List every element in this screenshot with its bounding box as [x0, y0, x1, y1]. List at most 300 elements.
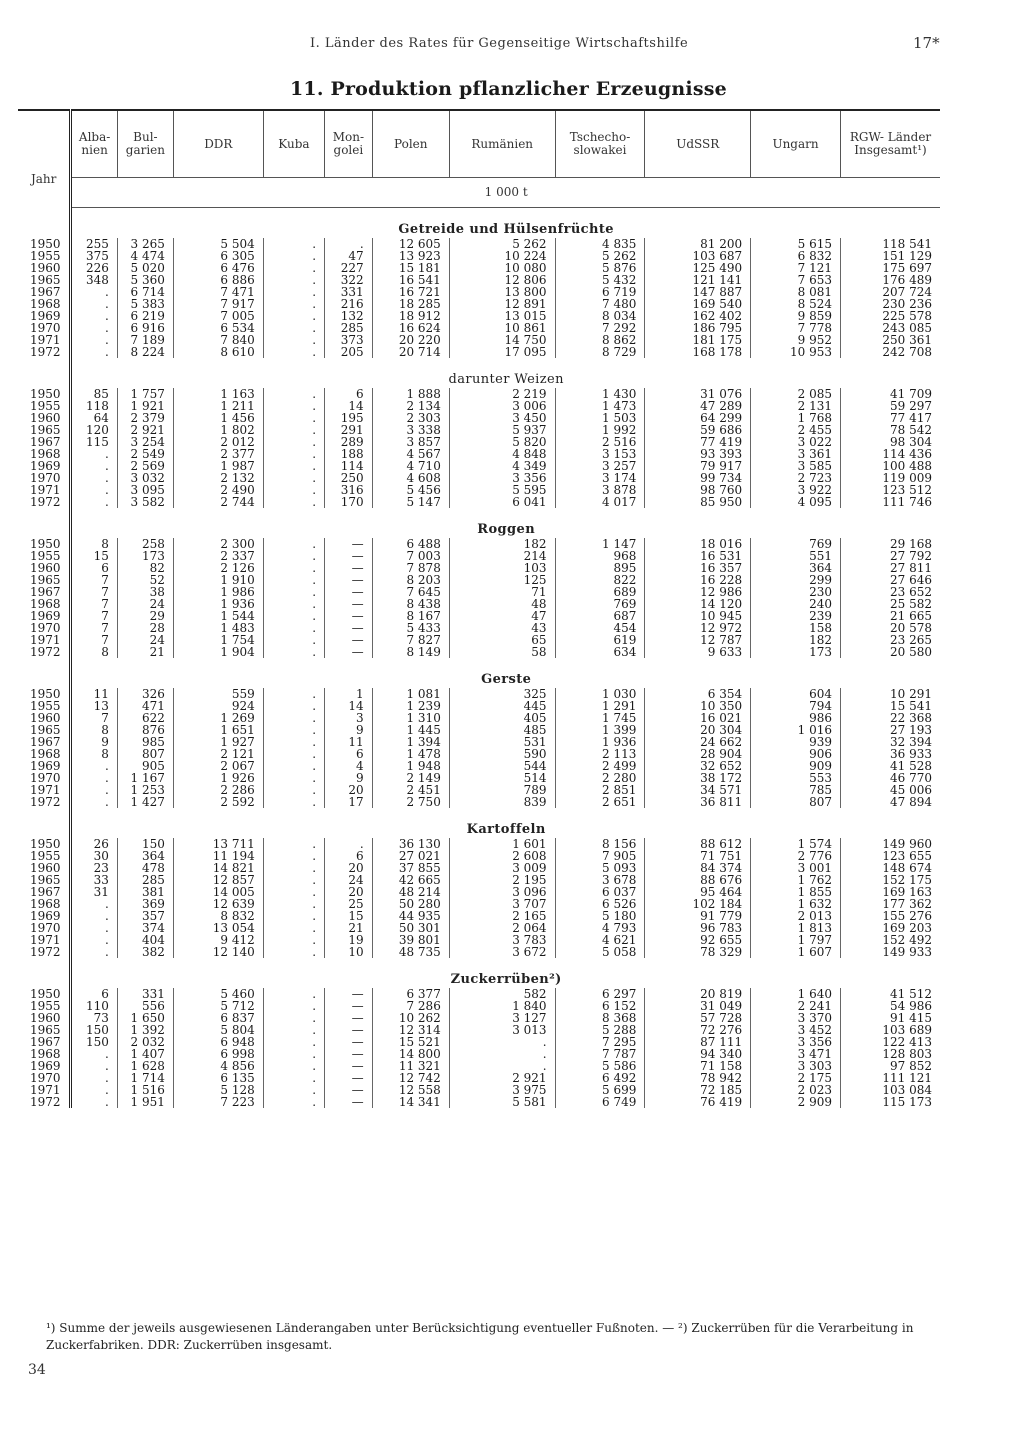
value-cell: 986: [751, 712, 841, 724]
value-cell: 225 578: [840, 310, 940, 322]
table-row: [18, 1096, 940, 1108]
value-cell: 47: [449, 610, 555, 622]
value-cell: .: [71, 784, 118, 796]
value-cell: 115: [71, 436, 118, 448]
value-cell: 47 894: [840, 796, 940, 808]
value-cell: 10 080: [449, 262, 555, 274]
value-cell: 71 158: [645, 1060, 751, 1072]
value-cell: 5 937: [449, 424, 555, 436]
value-cell: .: [263, 862, 324, 874]
col-header-ungarn: Ungarn: [751, 110, 841, 178]
value-cell: .: [325, 838, 373, 850]
value-cell: 299: [751, 574, 841, 586]
value-cell: 7: [71, 598, 118, 610]
value-cell: 20 578: [840, 622, 940, 634]
value-cell: 5 712: [173, 1000, 263, 1012]
value-cell: 1 483: [173, 622, 263, 634]
value-cell: 64: [71, 412, 118, 424]
value-cell: 72 185: [645, 1084, 751, 1096]
value-cell: 8: [71, 538, 118, 550]
value-cell: 895: [555, 562, 645, 574]
value-cell: 4 567: [372, 448, 449, 460]
value-cell: 3 153: [555, 448, 645, 460]
table-row: [18, 274, 940, 286]
value-cell: 1 016: [751, 724, 841, 736]
value-cell: 556: [117, 1000, 173, 1012]
value-cell: .: [263, 262, 324, 274]
value-cell: 7 121: [751, 262, 841, 274]
value-cell: 78 329: [645, 946, 751, 958]
value-cell: 94 340: [645, 1048, 751, 1060]
value-cell: .: [71, 472, 118, 484]
value-cell: 125 490: [645, 262, 751, 274]
section-title: Zuckerrüben²): [450, 972, 562, 987]
value-cell: 123 512: [840, 484, 940, 496]
value-cell: .: [71, 910, 118, 922]
value-cell: 15: [71, 550, 118, 562]
value-cell: 230: [751, 586, 841, 598]
value-cell: 471: [117, 700, 173, 712]
value-cell: 5 147: [372, 496, 449, 508]
value-cell: 4 793: [555, 922, 645, 934]
year-cell: 1970: [18, 1072, 71, 1084]
value-cell: 2 280: [555, 772, 645, 784]
value-cell: .: [263, 688, 324, 700]
value-cell: .: [263, 586, 324, 598]
value-cell: 1 651: [173, 724, 263, 736]
value-cell: 3 585: [751, 460, 841, 472]
table-row: [18, 862, 940, 874]
value-cell: 27 646: [840, 574, 940, 586]
value-cell: 968: [555, 550, 645, 562]
page-title: 11. Produktion pflanzlicher Erzeugnisse: [290, 78, 727, 100]
table-row: [18, 286, 940, 298]
value-cell: 24: [117, 598, 173, 610]
value-cell: 13 711: [173, 838, 263, 850]
table-row: [18, 298, 940, 310]
value-cell: 1 544: [173, 610, 263, 622]
value-cell: 98 304: [840, 436, 940, 448]
value-cell: 13 800: [449, 286, 555, 298]
value-cell: 2 165: [449, 910, 555, 922]
value-cell: 5 615: [751, 238, 841, 250]
year-cell: 1967: [18, 1036, 71, 1048]
footnote: ¹) Summe der jeweils ausgewiesenen Länderangaben unter Berücksichtigung eventueller Fußnoten. — ²) Zuckerrüben für die Verarbeitung in Zuckerfabriken. DDR: Zuckerrüben insgesamt.: [46, 1321, 914, 1352]
value-cell: 15 541: [840, 700, 940, 712]
value-cell: 41 709: [840, 388, 940, 400]
value-cell: 6 354: [645, 688, 751, 700]
value-cell: 2 175: [751, 1072, 841, 1084]
value-cell: 2 549: [117, 448, 173, 460]
year-cell: 1969: [18, 910, 71, 922]
col-header-polen: Polen: [372, 110, 449, 178]
value-cell: 214: [449, 550, 555, 562]
value-cell: 103 084: [840, 1084, 940, 1096]
value-cell: 8 167: [372, 610, 449, 622]
page-number-bottom: 34: [28, 1362, 46, 1378]
value-cell: 11 194: [173, 850, 263, 862]
value-cell: 207 724: [840, 286, 940, 298]
value-cell: 7 653: [751, 274, 841, 286]
value-cell: 5 595: [449, 484, 555, 496]
year-cell: 1972: [18, 796, 71, 808]
value-cell: 1 607: [751, 946, 841, 958]
value-cell: 123 655: [840, 850, 940, 862]
value-cell: 9 859: [751, 310, 841, 322]
value-cell: 2 608: [449, 850, 555, 862]
value-cell: 3 922: [751, 484, 841, 496]
value-cell: 985: [117, 736, 173, 748]
value-cell: 173: [751, 646, 841, 658]
year-cell: 1971: [18, 784, 71, 796]
value-cell: 6 916: [117, 322, 173, 334]
value-cell: 6: [71, 562, 118, 574]
value-cell: 12 986: [645, 586, 751, 598]
value-cell: 4 474: [117, 250, 173, 262]
year-cell: 1960: [18, 1012, 71, 1024]
table-row: [18, 784, 940, 796]
value-cell: 162 402: [645, 310, 751, 322]
value-cell: 43: [449, 622, 555, 634]
value-cell: 2 121: [173, 748, 263, 760]
value-cell: 7: [71, 634, 118, 646]
value-cell: 32 394: [840, 736, 940, 748]
table-row: [18, 1084, 940, 1096]
value-cell: .: [263, 448, 324, 460]
value-cell: 7 645: [372, 586, 449, 598]
value-cell: 1 628: [117, 1060, 173, 1072]
value-cell: 8 524: [751, 298, 841, 310]
value-cell: 149 933: [840, 946, 940, 958]
value-cell: 2 013: [751, 910, 841, 922]
value-cell: 20 714: [372, 346, 449, 358]
year-cell: 1971: [18, 484, 71, 496]
year-cell: 1955: [18, 550, 71, 562]
value-cell: 822: [555, 574, 645, 586]
value-cell: 15 521: [372, 1036, 449, 1048]
value-cell: 5 360: [117, 274, 173, 286]
year-cell: 1955: [18, 850, 71, 862]
value-cell: 18 912: [372, 310, 449, 322]
table-row: [18, 1036, 940, 1048]
table-row: [18, 646, 940, 658]
table-row: [18, 472, 940, 484]
year-cell: 1967: [18, 736, 71, 748]
value-cell: 111 746: [840, 496, 940, 508]
value-cell: 42 665: [372, 874, 449, 886]
value-cell: 81 200: [645, 238, 751, 250]
value-cell: 1 640: [751, 988, 841, 1000]
value-cell: .: [263, 598, 324, 610]
value-cell: 14 120: [645, 598, 751, 610]
value-cell: 13 054: [173, 922, 263, 934]
value-cell: 3 095: [117, 484, 173, 496]
value-cell: 769: [751, 538, 841, 550]
value-cell: 12 742: [372, 1072, 449, 1084]
value-cell: 20 304: [645, 724, 751, 736]
value-cell: .: [263, 298, 324, 310]
value-cell: 12 558: [372, 1084, 449, 1096]
value-cell: 373: [325, 334, 373, 346]
value-cell: 326: [117, 688, 173, 700]
value-cell: 20: [325, 862, 373, 874]
value-cell: 1 992: [555, 424, 645, 436]
table-row: [18, 874, 940, 886]
value-cell: 6 886: [173, 274, 263, 286]
value-cell: 4: [325, 760, 373, 772]
value-cell: 2 337: [173, 550, 263, 562]
value-cell: 4 710: [372, 460, 449, 472]
value-cell: 33: [71, 874, 118, 886]
year-cell: 1960: [18, 712, 71, 724]
year-cell: 1972: [18, 346, 71, 358]
year-cell: 1967: [18, 886, 71, 898]
value-cell: 5 876: [555, 262, 645, 274]
value-cell: 48: [449, 598, 555, 610]
value-cell: 1 253: [117, 784, 173, 796]
value-cell: 3: [325, 712, 373, 724]
value-cell: 20 580: [840, 646, 940, 658]
value-cell: .: [71, 298, 118, 310]
value-cell: 2 303: [372, 412, 449, 424]
value-cell: 95 464: [645, 886, 751, 898]
value-cell: 11: [71, 688, 118, 700]
value-cell: —: [325, 586, 373, 598]
unit-label: 1 000 t: [71, 178, 940, 207]
page-number-top: 17*: [913, 34, 940, 52]
value-cell: 103: [449, 562, 555, 574]
value-cell: .: [263, 724, 324, 736]
value-cell: 26: [71, 838, 118, 850]
value-cell: 132: [325, 310, 373, 322]
value-cell: 10 945: [645, 610, 751, 622]
year-cell: 1971: [18, 1084, 71, 1096]
value-cell: 5 093: [555, 862, 645, 874]
value-cell: 1 407: [117, 1048, 173, 1060]
value-cell: .: [263, 922, 324, 934]
section-block: [18, 658, 940, 808]
value-cell: 114: [325, 460, 373, 472]
value-cell: 239: [751, 610, 841, 622]
value-cell: 114 436: [840, 448, 940, 460]
value-cell: .: [263, 784, 324, 796]
value-cell: .: [71, 796, 118, 808]
value-cell: .: [71, 322, 118, 334]
value-cell: 939: [751, 736, 841, 748]
value-cell: 16 541: [372, 274, 449, 286]
value-cell: 1 503: [555, 412, 645, 424]
value-cell: .: [263, 1000, 324, 1012]
year-cell: 1968: [18, 448, 71, 460]
value-cell: 71: [449, 586, 555, 598]
value-cell: 20 819: [645, 988, 751, 1000]
value-cell: 16 021: [645, 712, 751, 724]
value-cell: 6 305: [173, 250, 263, 262]
value-cell: 5 262: [555, 250, 645, 262]
value-cell: 1 574: [751, 838, 841, 850]
value-cell: 5 581: [449, 1096, 555, 1108]
value-cell: 3 857: [372, 436, 449, 448]
value-cell: .: [71, 1084, 118, 1096]
value-cell: 876: [117, 724, 173, 736]
value-cell: 88 612: [645, 838, 751, 850]
year-cell: 1968: [18, 298, 71, 310]
value-cell: 6 135: [173, 1072, 263, 1084]
year-cell: 1965: [18, 574, 71, 586]
value-cell: 6 297: [555, 988, 645, 1000]
year-cell: 1972: [18, 1096, 71, 1108]
value-cell: .: [263, 412, 324, 424]
value-cell: .: [263, 1060, 324, 1072]
value-cell: 10 262: [372, 1012, 449, 1024]
table-row: [18, 448, 940, 460]
value-cell: 39 801: [372, 934, 449, 946]
value-cell: 7: [71, 712, 118, 724]
value-cell: .: [263, 646, 324, 658]
value-cell: 1 855: [751, 886, 841, 898]
value-cell: —: [325, 1060, 373, 1072]
value-cell: 1 840: [449, 1000, 555, 1012]
value-cell: 2 377: [173, 448, 263, 460]
value-cell: 3 006: [449, 400, 555, 412]
value-cell: 1 601: [449, 838, 555, 850]
value-cell: .: [263, 346, 324, 358]
value-cell: 331: [117, 988, 173, 1000]
value-cell: 12 639: [173, 898, 263, 910]
value-cell: 102 184: [645, 898, 751, 910]
value-cell: —: [325, 1072, 373, 1084]
value-cell: 14 341: [372, 1096, 449, 1108]
table-row: [18, 760, 940, 772]
value-cell: 7 778: [751, 322, 841, 334]
section-block: [18, 207, 940, 358]
col-header-albanien: Alba- nien: [71, 110, 118, 178]
value-cell: 50 280: [372, 898, 449, 910]
value-cell: 11 321: [372, 1060, 449, 1072]
value-cell: 242 708: [840, 346, 940, 358]
value-cell: 289: [325, 436, 373, 448]
value-cell: 3 975: [449, 1084, 555, 1096]
value-cell: 2 012: [173, 436, 263, 448]
value-cell: 514: [449, 772, 555, 784]
value-cell: 687: [555, 610, 645, 622]
value-cell: 10 350: [645, 700, 751, 712]
value-cell: 227: [325, 262, 373, 274]
value-cell: 285: [325, 322, 373, 334]
value-cell: 3 254: [117, 436, 173, 448]
table-row: [18, 436, 940, 448]
value-cell: .: [263, 934, 324, 946]
year-cell: 1970: [18, 472, 71, 484]
value-cell: 119 009: [840, 472, 940, 484]
year-cell: 1960: [18, 412, 71, 424]
value-cell: .: [263, 748, 324, 760]
value-cell: .: [263, 1072, 324, 1084]
value-cell: 2 032: [117, 1036, 173, 1048]
value-cell: 5 586: [555, 1060, 645, 1072]
value-cell: 10 224: [449, 250, 555, 262]
value-cell: .: [263, 850, 324, 862]
value-cell: 188: [325, 448, 373, 460]
value-cell: 316: [325, 484, 373, 496]
year-cell: 1965: [18, 274, 71, 286]
value-cell: .: [263, 1024, 324, 1036]
value-cell: 3 878: [555, 484, 645, 496]
value-cell: 8 081: [751, 286, 841, 298]
year-cell: 1970: [18, 322, 71, 334]
value-cell: 478: [117, 862, 173, 874]
value-cell: 2 723: [751, 472, 841, 484]
value-cell: 794: [751, 700, 841, 712]
value-cell: 5 020: [117, 262, 173, 274]
value-cell: 58: [449, 646, 555, 658]
value-cell: 21: [117, 646, 173, 658]
value-cell: 97 852: [840, 1060, 940, 1072]
value-cell: 9 952: [751, 334, 841, 346]
section-title: darunter Weizen: [448, 371, 564, 387]
value-cell: .: [263, 898, 324, 910]
value-cell: 5 699: [555, 1084, 645, 1096]
year-cell: 1960: [18, 862, 71, 874]
value-cell: 2 064: [449, 922, 555, 934]
value-cell: 322: [325, 274, 373, 286]
value-cell: 382: [117, 946, 173, 958]
value-cell: 2 379: [117, 412, 173, 424]
value-cell: 250: [325, 472, 373, 484]
value-cell: 331: [325, 286, 373, 298]
year-cell: 1960: [18, 562, 71, 574]
value-cell: 3 370: [751, 1012, 841, 1024]
table-row: [18, 424, 940, 436]
year-cell: 1969: [18, 460, 71, 472]
value-cell: 1 310: [372, 712, 449, 724]
table-row: [18, 310, 940, 322]
col-header-ddr: DDR: [173, 110, 263, 178]
value-cell: 369: [117, 898, 173, 910]
value-cell: 16 624: [372, 322, 449, 334]
value-cell: 8 156: [555, 838, 645, 850]
value-cell: .: [263, 460, 324, 472]
value-cell: .: [71, 760, 118, 772]
value-cell: 12 605: [372, 238, 449, 250]
value-cell: .: [263, 538, 324, 550]
value-cell: 31 049: [645, 1000, 751, 1012]
value-cell: 1 910: [173, 574, 263, 586]
value-cell: .: [263, 610, 324, 622]
value-cell: 16 228: [645, 574, 751, 586]
year-cell: 1967: [18, 286, 71, 298]
value-cell: 3 582: [117, 496, 173, 508]
value-cell: 195: [325, 412, 373, 424]
value-cell: 128 803: [840, 1048, 940, 1060]
value-cell: 3 032: [117, 472, 173, 484]
year-cell: 1972: [18, 496, 71, 508]
value-cell: 72 276: [645, 1024, 751, 1036]
value-cell: 1 427: [117, 796, 173, 808]
value-cell: —: [325, 1036, 373, 1048]
value-cell: .: [71, 1096, 118, 1108]
value-cell: 1 399: [555, 724, 645, 736]
value-cell: 27 811: [840, 562, 940, 574]
value-cell: 120: [71, 424, 118, 436]
value-cell: .: [449, 1060, 555, 1072]
section-title: Getreide und Hülsenfrüchte: [398, 222, 614, 237]
value-cell: —: [325, 1096, 373, 1108]
value-cell: 2 776: [751, 850, 841, 862]
year-cell: 1969: [18, 760, 71, 772]
value-cell: 1 163: [173, 388, 263, 400]
value-cell: 1 392: [117, 1024, 173, 1036]
